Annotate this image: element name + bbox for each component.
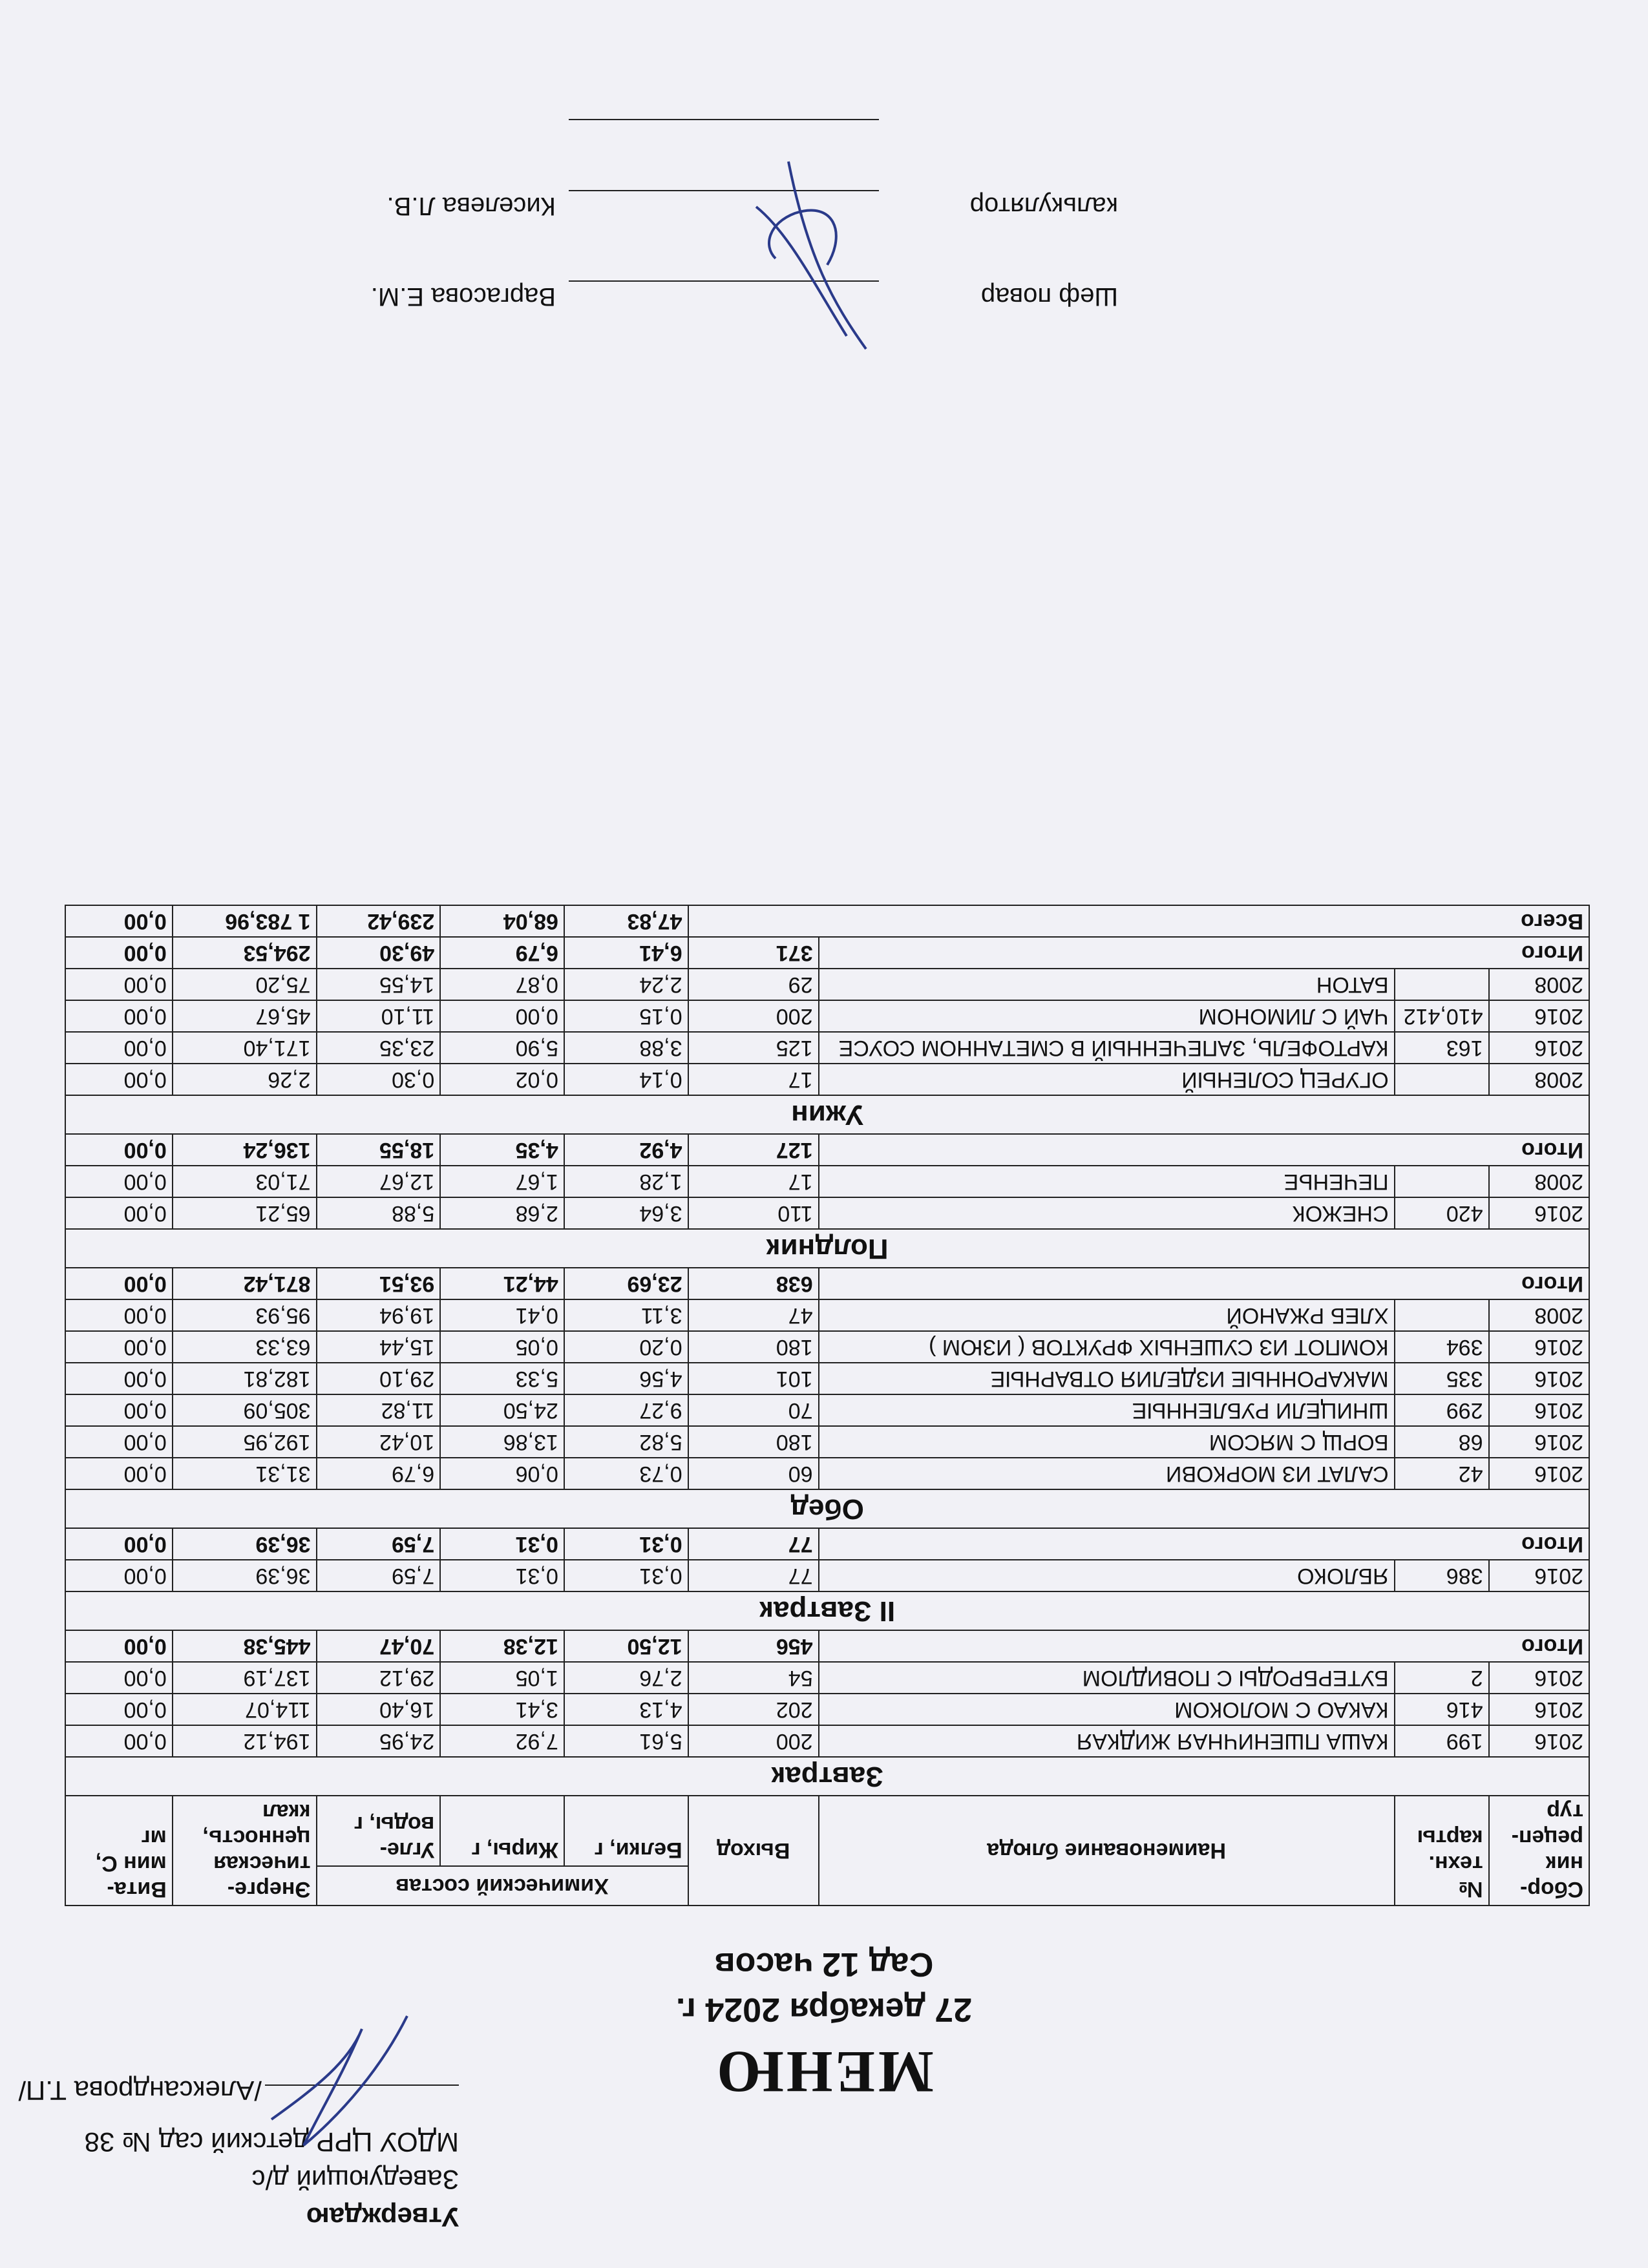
- card-cell: 68: [1395, 1426, 1489, 1458]
- total-vitamin: 0,00: [65, 1528, 173, 1560]
- grand-total-row: [65, 905, 1589, 937]
- total-protein: 0,31: [564, 1528, 688, 1560]
- card-cell: 410,412: [1395, 1000, 1489, 1032]
- fat-cell: 1,05: [440, 1662, 564, 1694]
- collection-cell: 2016: [1489, 1331, 1589, 1363]
- total-carb: 49,30: [317, 937, 441, 969]
- carb-cell: 6,79: [317, 1458, 441, 1489]
- total-protein: 6,41: [564, 937, 688, 969]
- total-yield: 371: [688, 937, 819, 969]
- dish-name-cell: ХЛЕБ РЖАНОЙ: [819, 1299, 1395, 1331]
- table-row: [65, 1426, 1589, 1458]
- total-carb: 7,59: [317, 1528, 441, 1560]
- fat-cell: 0,87: [440, 969, 564, 1000]
- carb-cell: 12,67: [317, 1166, 441, 1197]
- card-cell: 420: [1395, 1197, 1489, 1229]
- vitamin-cell: 0,00: [65, 1394, 173, 1426]
- total-row: [65, 1134, 1589, 1166]
- grand-total-label: Всего: [688, 905, 1589, 937]
- carb-cell: 14,55: [317, 969, 441, 1000]
- protein-cell: 9,27: [564, 1394, 688, 1426]
- table-row: [65, 1725, 1589, 1757]
- protein-cell: 1,28: [564, 1166, 688, 1197]
- menu-table: [65, 905, 1590, 1906]
- card-cell: 199: [1395, 1725, 1489, 1757]
- yield-cell: 200: [688, 1725, 819, 1757]
- carb-cell: 15,44: [317, 1331, 441, 1363]
- dish-name-cell: ЧАЙ С ЛИМОНОМ: [819, 1000, 1395, 1032]
- carb-cell: 16,40: [317, 1694, 441, 1725]
- chef-signature-row: [343, 278, 1118, 317]
- collection-cell: 2016: [1489, 1426, 1589, 1458]
- collection-cell: 2008: [1489, 1166, 1589, 1197]
- calculator-label: калькулятор: [969, 192, 1118, 220]
- total-label: Итого: [819, 1134, 1589, 1166]
- dish-name-cell: КАРТОФЕЛЬ, ЗАПЕЧЕННЫЙ В СМЕТАННОМ СОУСЕ: [819, 1032, 1395, 1064]
- approval-heading: Утверждаю: [306, 2202, 459, 2232]
- fat-cell: 7,92: [440, 1725, 564, 1757]
- header-carb: Угле-воды, г: [317, 1796, 441, 1866]
- fat-cell: 2,68: [440, 1197, 564, 1229]
- header-card: № техн. карты: [1395, 1796, 1489, 1906]
- card-cell: [1395, 1166, 1489, 1197]
- dish-name-cell: КАША ПШЕНИЧНАЯ ЖИДКАЯ: [819, 1725, 1395, 1757]
- protein-cell: 3,88: [564, 1032, 688, 1064]
- section-title: Завтрак: [65, 1757, 1589, 1796]
- section-row: [65, 1757, 1589, 1796]
- chef-label: Шеф повар: [980, 282, 1118, 311]
- dish-name-cell: КОМПОТ ИЗ СУШЕНЫХ ФРУКТОВ ( ИЗЮМ ): [819, 1331, 1395, 1363]
- dish-name-cell: ПЕЧЕНЬЕ: [819, 1166, 1395, 1197]
- carb-cell: 11,10: [317, 1000, 441, 1032]
- yield-cell: 29: [688, 969, 819, 1000]
- grand-total-protein: 47,83: [564, 905, 688, 937]
- collection-cell: 2016: [1489, 1560, 1589, 1591]
- vitamin-cell: 0,00: [65, 1662, 173, 1694]
- approval-name: /Александрова Т.П/: [18, 2075, 262, 2106]
- calculator-name: Киселева Л.В.: [386, 192, 556, 220]
- yield-cell: 17: [688, 1064, 819, 1095]
- total-row: [65, 1528, 1589, 1560]
- total-yield: 77: [688, 1528, 819, 1560]
- total-vitamin: 0,00: [65, 1268, 173, 1299]
- dish-name-cell: САЛАТ ИЗ МОРКОВИ: [819, 1458, 1395, 1489]
- collection-cell: 2016: [1489, 1197, 1589, 1229]
- vitamin-cell: 0,00: [65, 1694, 173, 1725]
- header-energy: Энерге-тическая ценность, ккал: [173, 1796, 317, 1906]
- card-cell: 416: [1395, 1694, 1489, 1725]
- carb-cell: 29,10: [317, 1363, 441, 1394]
- protein-cell: 0,73: [564, 1458, 688, 1489]
- chef-name: Варгасова Е.М.: [370, 282, 556, 311]
- total-energy: 36,39: [173, 1528, 317, 1560]
- protein-cell: 2,24: [564, 969, 688, 1000]
- total-protein: 12,50: [564, 1630, 688, 1662]
- section-row: [65, 1095, 1589, 1134]
- header-row: [65, 1866, 1589, 1906]
- card-cell: 299: [1395, 1394, 1489, 1426]
- total-row: [65, 937, 1589, 969]
- grand-total-energy: 1 783,96: [173, 905, 317, 937]
- carb-cell: 11,82: [317, 1394, 441, 1426]
- yield-cell: 125: [688, 1032, 819, 1064]
- fat-cell: 5,90: [440, 1032, 564, 1064]
- vitamin-cell: 0,00: [65, 1458, 173, 1489]
- table-row: [65, 1166, 1589, 1197]
- card-cell: [1395, 969, 1489, 1000]
- total-energy: 871,42: [173, 1268, 317, 1299]
- total-energy: 445,38: [173, 1630, 317, 1662]
- total-row: [65, 1268, 1589, 1299]
- energy-cell: 95,93: [173, 1299, 317, 1331]
- protein-cell: 4,13: [564, 1694, 688, 1725]
- total-fat: 0,31: [440, 1528, 564, 1560]
- energy-cell: 2,26: [173, 1064, 317, 1095]
- energy-cell: 192,95: [173, 1426, 317, 1458]
- carb-cell: 10,42: [317, 1426, 441, 1458]
- yield-cell: 200: [688, 1000, 819, 1032]
- table-row: [65, 969, 1589, 1000]
- vitamin-cell: 0,00: [65, 1299, 173, 1331]
- total-carb: 18,55: [317, 1134, 441, 1166]
- section-title: Обед: [65, 1489, 1589, 1528]
- grand-total-vitamin: 0,00: [65, 905, 173, 937]
- vitamin-cell: 0,00: [65, 1426, 173, 1458]
- energy-cell: 137,19: [173, 1662, 317, 1694]
- table-row: [65, 1394, 1589, 1426]
- vitamin-cell: 0,00: [65, 1166, 173, 1197]
- carb-cell: 23,35: [317, 1032, 441, 1064]
- total-energy: 294,53: [173, 937, 317, 969]
- collection-cell: 2008: [1489, 1064, 1589, 1095]
- vitamin-cell: 0,00: [65, 1032, 173, 1064]
- total-yield: 456: [688, 1630, 819, 1662]
- collection-cell: 2016: [1489, 1363, 1589, 1394]
- vitamin-cell: 0,00: [65, 1064, 173, 1095]
- approval-position: Заведующий д/с: [251, 2165, 459, 2195]
- section-row: [65, 1591, 1589, 1630]
- total-fat: 12,38: [440, 1630, 564, 1662]
- carb-cell: 5,88: [317, 1197, 441, 1229]
- carb-cell: 19,94: [317, 1299, 441, 1331]
- protein-cell: 2,76: [564, 1662, 688, 1694]
- card-cell: 42: [1395, 1458, 1489, 1489]
- table-row: [65, 1458, 1589, 1489]
- fat-cell: 0,02: [440, 1064, 564, 1095]
- section-title: II Завтрак: [65, 1591, 1589, 1630]
- total-protein: 4,92: [564, 1134, 688, 1166]
- energy-cell: 65,21: [173, 1197, 317, 1229]
- vitamin-cell: 0,00: [65, 1560, 173, 1591]
- calculator-signature-row: [343, 187, 1118, 226]
- card-cell: [1395, 1064, 1489, 1095]
- chef-signature: [743, 149, 885, 362]
- yield-cell: 60: [688, 1458, 819, 1489]
- collection-cell: 2008: [1489, 1299, 1589, 1331]
- table-row: [65, 1694, 1589, 1725]
- vitamin-cell: 0,00: [65, 1197, 173, 1229]
- dish-name-cell: БАТОН: [819, 969, 1395, 1000]
- total-label: Итого: [819, 1528, 1589, 1560]
- collection-cell: 2016: [1489, 1694, 1589, 1725]
- total-label: Итого: [819, 1268, 1589, 1299]
- total-energy: 136,24: [173, 1134, 317, 1166]
- section-title: Ужин: [65, 1095, 1589, 1134]
- energy-cell: 114,07: [173, 1694, 317, 1725]
- card-cell: 394: [1395, 1331, 1489, 1363]
- card-cell: [1395, 1299, 1489, 1331]
- dish-name-cell: ЯБЛОКО: [819, 1560, 1395, 1591]
- energy-cell: 71,03: [173, 1166, 317, 1197]
- yield-cell: 101: [688, 1363, 819, 1394]
- carb-cell: 7,59: [317, 1560, 441, 1591]
- protein-cell: 0,14: [564, 1064, 688, 1095]
- carb-cell: 0,30: [317, 1064, 441, 1095]
- dish-name-cell: БОРЩ С МЯСОМ: [819, 1426, 1395, 1458]
- energy-cell: 45,67: [173, 1000, 317, 1032]
- table-row: [65, 1197, 1589, 1229]
- fat-cell: 13,86: [440, 1426, 564, 1458]
- section-row: [65, 1489, 1589, 1528]
- total-label: Итого: [819, 1630, 1589, 1662]
- total-yield: 127: [688, 1134, 819, 1166]
- card-cell: 163: [1395, 1032, 1489, 1064]
- dish-name-cell: МАКАРОННЫЕ ИЗДЕЛИЯ ОТВАРНЫЕ: [819, 1363, 1395, 1394]
- yield-cell: 180: [688, 1331, 819, 1363]
- section-title: Полдник: [65, 1229, 1589, 1268]
- extra-signature-row: [343, 116, 1118, 155]
- table-row: [65, 1662, 1589, 1694]
- menu-subtitle: Сад 12 часов: [714, 1946, 934, 1983]
- total-fat: 44,21: [440, 1268, 564, 1299]
- energy-cell: 305,09: [173, 1394, 317, 1426]
- header-collection: Сбор-ник рецеп-тур: [1489, 1796, 1589, 1906]
- energy-cell: 75,20: [173, 969, 317, 1000]
- fat-cell: 0,05: [440, 1331, 564, 1363]
- grand-total-carb: 239,42: [317, 905, 441, 937]
- dish-name-cell: КАКАО С МОЛОКОМ: [819, 1694, 1395, 1725]
- yield-cell: 110: [688, 1197, 819, 1229]
- table-row: [65, 1560, 1589, 1591]
- total-label: Итого: [819, 937, 1589, 969]
- approval-organization: МДОУ ЦРР детский сад № 38: [84, 2127, 459, 2158]
- protein-cell: 3,64: [564, 1197, 688, 1229]
- header-yield: Выход: [688, 1796, 819, 1906]
- protein-cell: 0,15: [564, 1000, 688, 1032]
- protein-cell: 5,82: [564, 1426, 688, 1458]
- fat-cell: 3,41: [440, 1694, 564, 1725]
- table-row: [65, 1363, 1589, 1394]
- extra-signature-line: [569, 119, 879, 120]
- yield-cell: 77: [688, 1560, 819, 1591]
- collection-cell: 2008: [1489, 969, 1589, 1000]
- header-chemical-composition: Химический состав: [317, 1866, 688, 1906]
- total-fat: 6,79: [440, 937, 564, 969]
- total-vitamin: 0,00: [65, 1630, 173, 1662]
- card-cell: 2: [1395, 1662, 1489, 1694]
- fat-cell: 0,41: [440, 1299, 564, 1331]
- collection-cell: 2016: [1489, 1725, 1589, 1757]
- dish-name-cell: ОГУРЕЦ СОЛЕНЫЙ: [819, 1064, 1395, 1095]
- fat-cell: 5,33: [440, 1363, 564, 1394]
- total-protein: 23,69: [564, 1268, 688, 1299]
- protein-cell: 5,61: [564, 1725, 688, 1757]
- document-title: МЕНЮ: [714, 2039, 934, 2105]
- dish-name-cell: СНЕЖОК: [819, 1197, 1395, 1229]
- fat-cell: 24,50: [440, 1394, 564, 1426]
- total-carb: 70,47: [317, 1630, 441, 1662]
- collection-cell: 2016: [1489, 1032, 1589, 1064]
- yield-cell: 17: [688, 1166, 819, 1197]
- table-row: [65, 1032, 1589, 1064]
- header-protein: Белки, г: [564, 1796, 688, 1866]
- protein-cell: 3,11: [564, 1299, 688, 1331]
- yield-cell: 180: [688, 1426, 819, 1458]
- protein-cell: 0,31: [564, 1560, 688, 1591]
- collection-cell: 2016: [1489, 1000, 1589, 1032]
- yield-cell: 70: [688, 1394, 819, 1426]
- header-dish-name: Наименование блюда: [819, 1796, 1395, 1906]
- vitamin-cell: 0,00: [65, 1363, 173, 1394]
- vitamin-cell: 0,00: [65, 969, 173, 1000]
- total-fat: 4,35: [440, 1134, 564, 1166]
- table-row: [65, 1000, 1589, 1032]
- header-fat: Жиры, г: [440, 1796, 564, 1866]
- vitamin-cell: 0,00: [65, 1331, 173, 1363]
- section-row: [65, 1229, 1589, 1268]
- yield-cell: 54: [688, 1662, 819, 1694]
- protein-cell: 4,56: [564, 1363, 688, 1394]
- dish-name-cell: ШНИЦЕЛИ РУБЛЕННЫЕ: [819, 1394, 1395, 1426]
- fat-cell: 0,00: [440, 1000, 564, 1032]
- total-vitamin: 0,00: [65, 937, 173, 969]
- collection-cell: 2016: [1489, 1662, 1589, 1694]
- table-row: [65, 1331, 1589, 1363]
- energy-cell: 182,81: [173, 1363, 317, 1394]
- total-yield: 638: [688, 1268, 819, 1299]
- energy-cell: 31,31: [173, 1458, 317, 1489]
- protein-cell: 0,20: [564, 1331, 688, 1363]
- total-row: [65, 1630, 1589, 1662]
- header-vitamin: Вита-мин С, мг: [65, 1796, 173, 1906]
- total-carb: 93,51: [317, 1268, 441, 1299]
- energy-cell: 63,33: [173, 1331, 317, 1363]
- energy-cell: 171,40: [173, 1032, 317, 1064]
- collection-cell: 2016: [1489, 1458, 1589, 1489]
- yield-cell: 47: [688, 1299, 819, 1331]
- vitamin-cell: 0,00: [65, 1725, 173, 1757]
- energy-cell: 194,12: [173, 1725, 317, 1757]
- vitamin-cell: 0,00: [65, 1000, 173, 1032]
- yield-cell: 202: [688, 1694, 819, 1725]
- fat-cell: 0,06: [440, 1458, 564, 1489]
- table-row: [65, 1299, 1589, 1331]
- fat-cell: 1,67: [440, 1166, 564, 1197]
- card-cell: 386: [1395, 1560, 1489, 1591]
- grand-total-fat: 68,04: [440, 905, 564, 937]
- menu-date: 27 декабря 2024 г.: [675, 1991, 973, 2028]
- dish-name-cell: БУТЕРБРОДЫ С ПОВИДЛОМ: [819, 1662, 1395, 1694]
- table-row: [65, 1064, 1589, 1095]
- energy-cell: 36,39: [173, 1560, 317, 1591]
- total-vitamin: 0,00: [65, 1134, 173, 1166]
- fat-cell: 0,31: [440, 1560, 564, 1591]
- card-cell: 335: [1395, 1363, 1489, 1394]
- carb-cell: 24,95: [317, 1725, 441, 1757]
- collection-cell: 2016: [1489, 1394, 1589, 1426]
- carb-cell: 29,12: [317, 1662, 441, 1694]
